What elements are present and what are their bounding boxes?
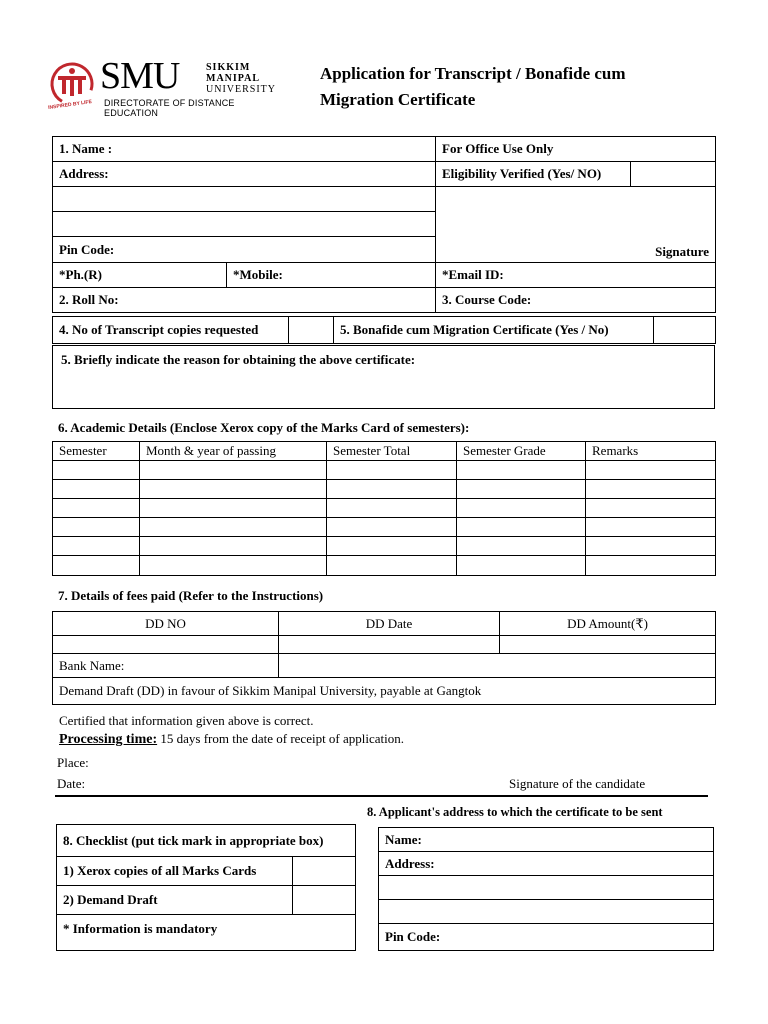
month-year-cell[interactable] [140,499,327,518]
dd-date-cell[interactable] [279,636,500,654]
table-row [53,480,716,499]
certified-text: Certified that information given above is correct. [59,713,314,728]
checklist-table [56,824,356,951]
month-year-cell[interactable] [140,556,327,576]
logo-abbr: SMU [100,55,180,97]
month-year-cell[interactable] [140,518,327,537]
address-line3-field[interactable] [53,212,436,237]
total-cell[interactable] [327,518,457,537]
remarks-cell[interactable] [586,499,716,518]
reason-box[interactable] [52,345,715,409]
month-year-cell[interactable] [140,537,327,556]
semester-cell[interactable] [53,537,140,556]
col-semester-grade: Semester Grade [457,442,586,461]
col-semester-total: Semester Total [327,442,457,461]
mailing-address-line2[interactable] [379,876,714,900]
transcript-copies-box[interactable] [289,317,334,344]
candidate-signature-label: Signature of the candidate [509,776,646,791]
total-cell[interactable] [327,461,457,480]
signature-label: Signature [655,244,710,259]
semester-cell[interactable] [53,480,140,499]
personal-details-table [52,136,716,313]
semester-cell[interactable] [53,499,140,518]
logo-directorate: DIRECTORATE OF DISTANCE EDUCATION [104,98,235,118]
reason-label: 5. Briefly indicate the reason for obtaining the above certificate: [61,352,416,367]
logo-name-line3: UNIVERSITY [206,84,276,95]
month-year-cell[interactable] [140,461,327,480]
processing-time-value: 15 days from the date of receipt of application. [157,731,405,746]
dd-no-cell[interactable] [53,636,279,654]
bonafide-label: 5. Bonafide cum Migration Certificate (Yes / No) [334,317,654,344]
total-cell[interactable] [327,480,457,499]
checklist-item-demand-draft: 2) Demand Draft [57,886,293,915]
transcript-copies-label: 4. No of Transcript copies requested [53,317,289,344]
table-row [53,499,716,518]
mobile-field[interactable]: *Mobile: [227,263,436,288]
total-cell[interactable] [327,499,457,518]
pincode-field[interactable]: Pin Code: [53,237,436,263]
grade-cell[interactable] [457,518,586,537]
email-field[interactable]: *Email ID: [436,263,716,288]
date-label: Date: [57,776,86,791]
course-code-field[interactable]: 3. Course Code: [436,288,716,313]
academic-table [52,441,716,576]
section-divider [55,795,708,797]
col-semester: Semester [53,442,140,461]
mailing-name-field[interactable]: Name: [379,828,714,852]
logo-name-line1: SIKKIM [206,62,251,73]
logo-tagline: INSPIRED BY LIFE [47,98,93,112]
mailing-address-field[interactable]: Address: [379,852,714,876]
mailing-address-line3[interactable] [379,900,714,924]
mailing-title: 8. Applicant's address to which the certificate to be sent [367,805,663,819]
remarks-cell[interactable] [586,556,716,576]
roll-no-field[interactable]: 2. Roll No: [53,288,436,313]
phone-field[interactable]: *Ph.(R) [53,263,227,288]
form-title-line2: Migration Certificate [320,90,476,109]
university-logo [46,55,286,118]
table-row [53,518,716,537]
name-field[interactable]: 1. Name : [53,137,436,162]
mailing-address-table [378,827,714,951]
semester-cell[interactable] [53,518,140,537]
grade-cell[interactable] [457,556,586,576]
total-cell[interactable] [327,556,457,576]
eligibility-label: Eligibility Verified (Yes/ NO) [436,162,631,187]
dd-amount-header: DD Amount(₹) [500,612,716,636]
logo-name-line2: MANIPAL [206,73,261,84]
copies-table [52,316,716,344]
address-line2-field[interactable] [53,187,436,212]
form-title [320,61,626,113]
grade-cell[interactable] [457,461,586,480]
month-year-cell[interactable] [140,480,327,499]
office-use-label: For Office Use Only [436,137,716,162]
table-row [53,537,716,556]
address-field[interactable]: Address: [53,162,436,187]
dd-amount-cell[interactable] [500,636,716,654]
eligibility-box[interactable] [631,162,716,187]
table-row [53,556,716,576]
mailing-pincode-field[interactable]: Pin Code: [379,924,714,951]
grade-cell[interactable] [457,499,586,518]
total-cell[interactable] [327,537,457,556]
table-row [53,461,716,480]
fees-table [52,611,716,705]
checklist-item-marks-cards: 1) Xerox copies of all Marks Cards [57,857,293,886]
bonafide-box[interactable] [654,317,716,344]
processing-time [59,731,404,748]
bank-name-label: Bank Name: [53,654,279,678]
remarks-cell[interactable] [586,537,716,556]
place-label: Place: [57,755,89,770]
fees-title: 7. Details of fees paid (Refer to the Instructions) [58,588,324,603]
dd-favour-note: Demand Draft (DD) in favour of Sikkim Manipal University, payable at Gangtok [53,678,716,705]
checklist-title: 8. Checklist (put tick mark in appropriate box) [57,825,356,857]
checklist-box-demand-draft[interactable] [293,886,356,915]
checklist-box-marks-cards[interactable] [293,857,356,886]
dd-no-header: DD NO [53,612,279,636]
academic-title: 6. Academic Details (Enclose Xerox copy of the Marks Card of semesters): [58,420,470,435]
semester-cell[interactable] [53,461,140,480]
col-month-year: Month & year of passing [140,442,327,461]
remarks-cell[interactable] [586,461,716,480]
dd-date-header: DD Date [279,612,500,636]
semester-cell[interactable] [53,556,140,576]
processing-time-label: Processing time: [59,732,158,747]
grade-cell[interactable] [457,480,586,499]
remarks-cell[interactable] [586,480,716,499]
mandatory-note: * Information is mandatory [57,915,356,951]
signature-area [436,187,716,263]
grade-cell[interactable] [457,537,586,556]
remarks-cell[interactable] [586,518,716,537]
form-title-line1: Application for Transcript / Bonafide cum [320,64,626,83]
col-remarks: Remarks [586,442,716,461]
bank-name-field[interactable] [279,654,716,678]
